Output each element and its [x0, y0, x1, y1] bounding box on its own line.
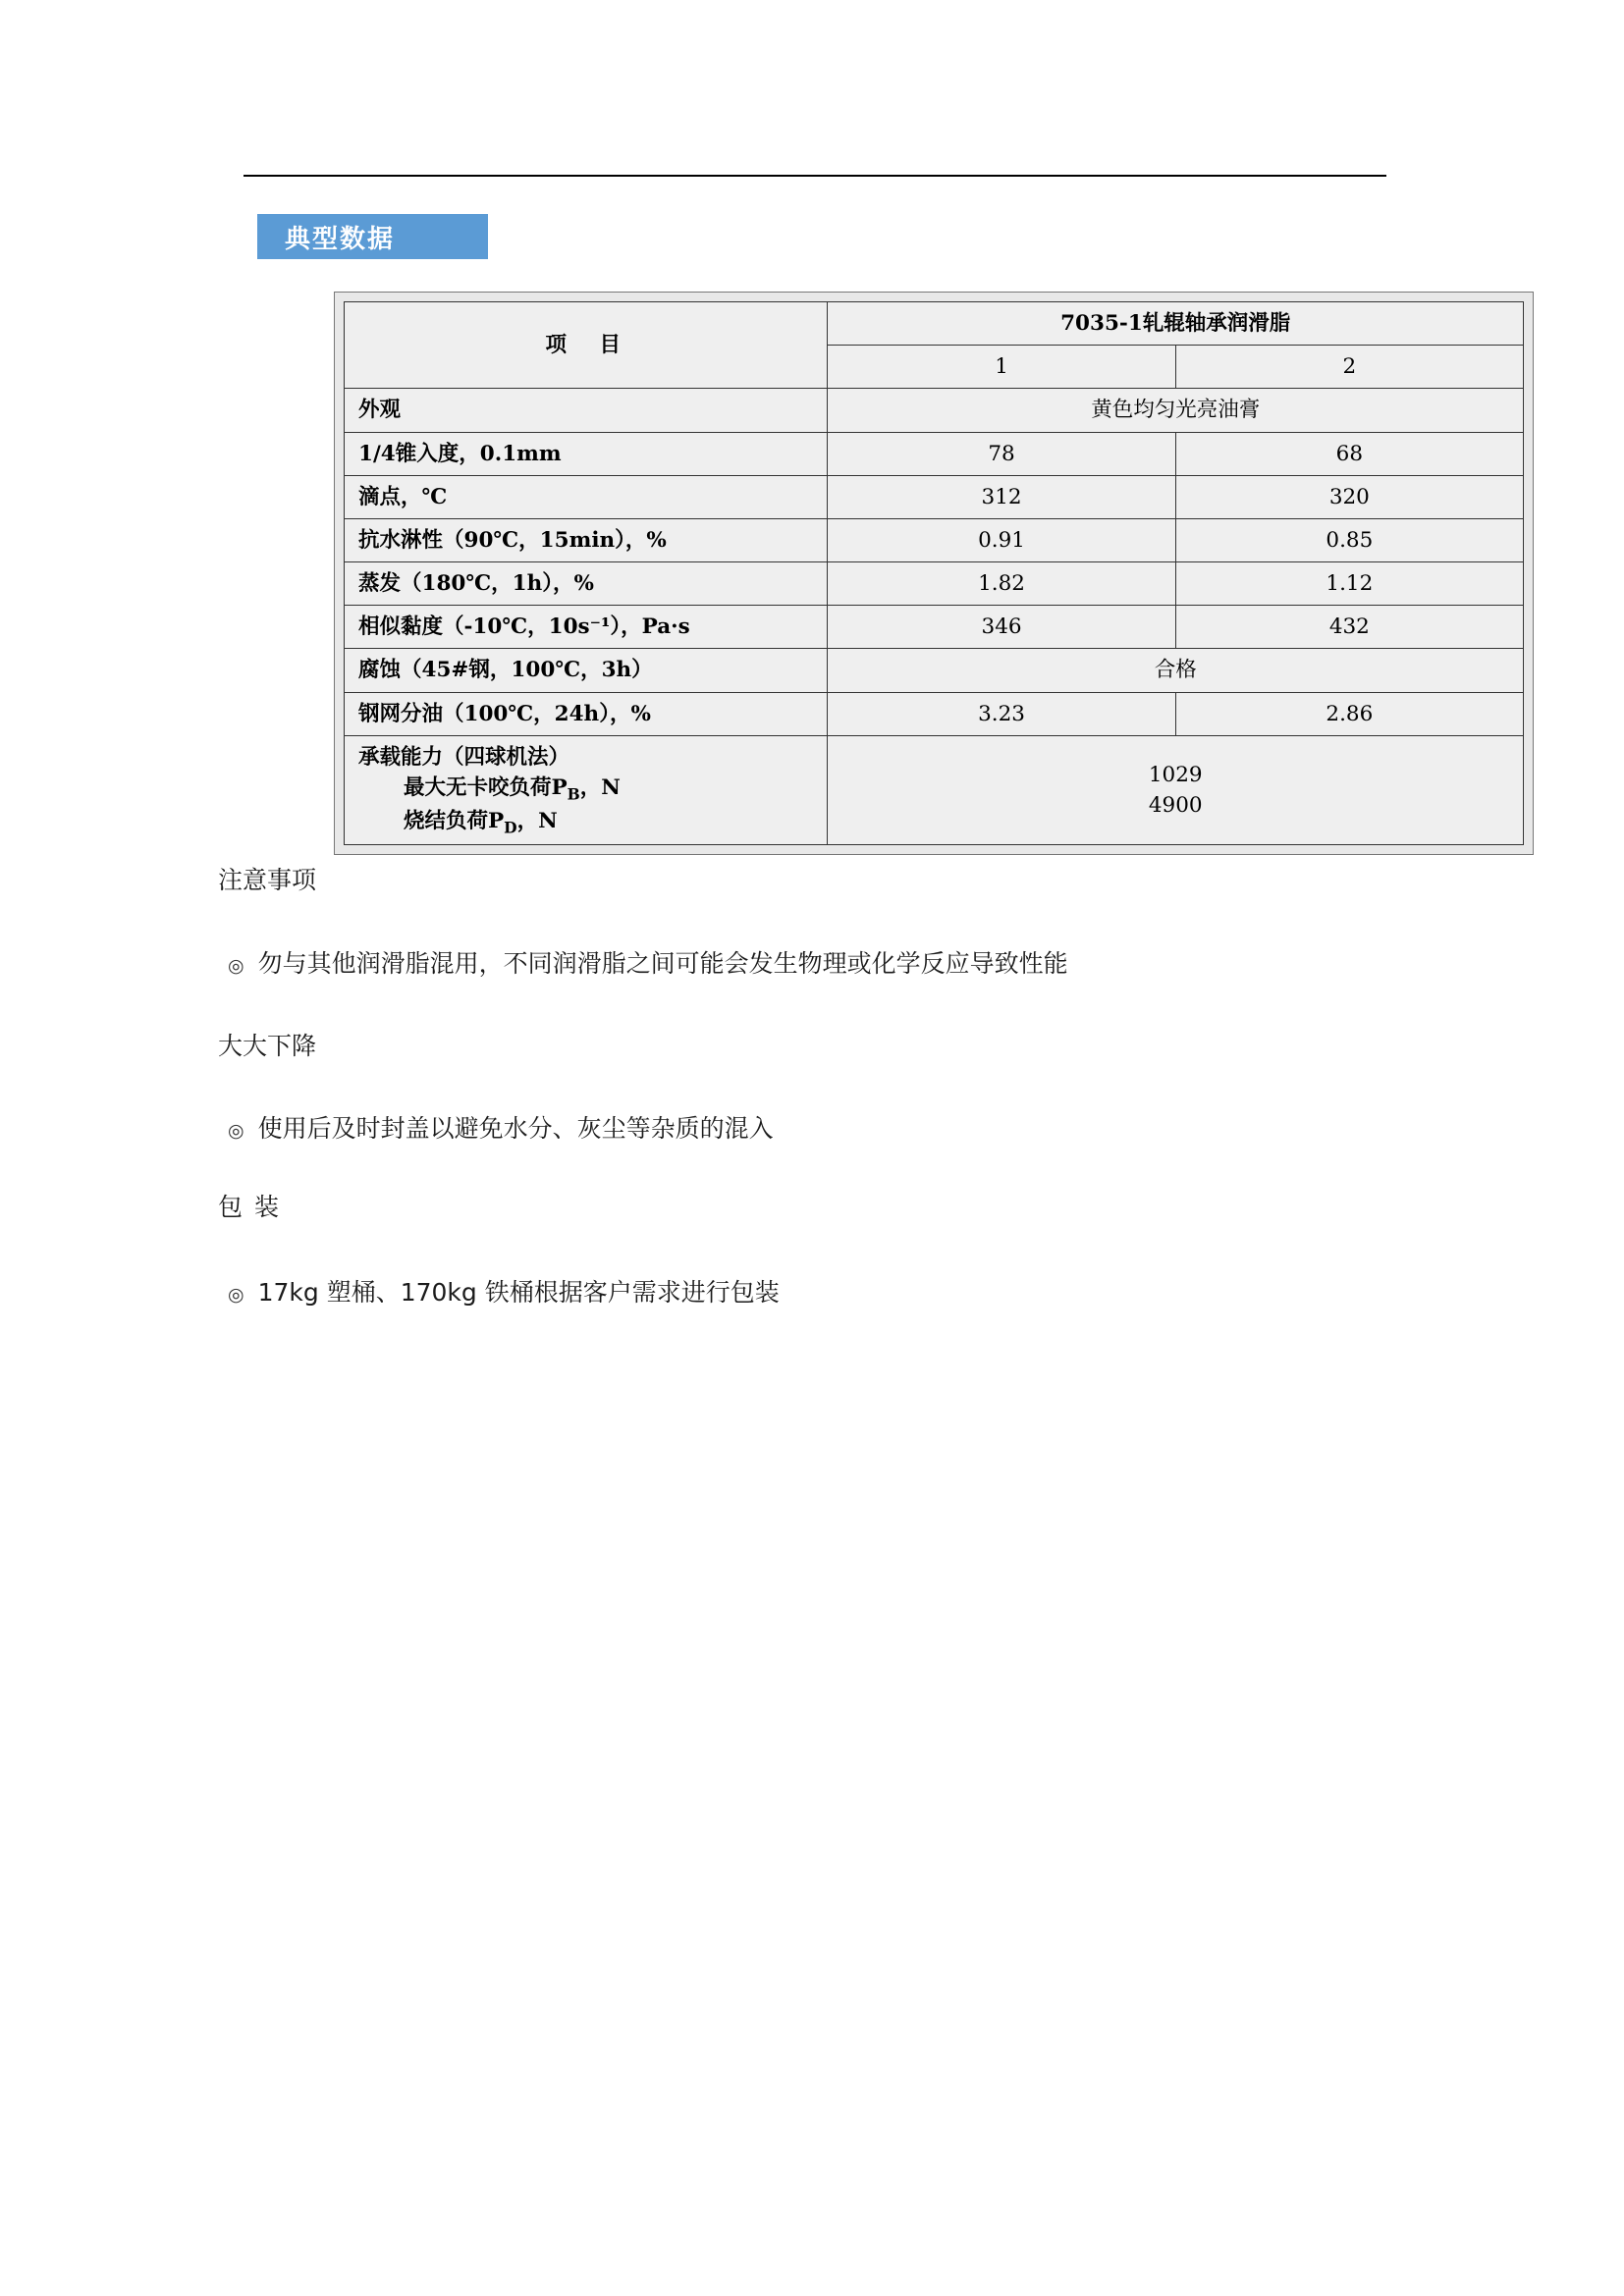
notice-item-2	[228, 1109, 774, 1145]
table-row	[345, 606, 1524, 649]
row-label: 腐蚀（45#钢，100℃，3h）	[345, 649, 828, 692]
row-value-2: 68	[1175, 432, 1523, 475]
load-capacity-sub2: 烧结负荷$P_D$，N	[404, 808, 558, 836]
row-value-2: 0.85	[1175, 518, 1523, 561]
row-value-2: 2.86	[1175, 692, 1523, 735]
row-value-1: 1.82	[828, 562, 1175, 606]
load-capacity-title: 承载能力（四球机法）	[358, 744, 570, 770]
typical-data-table-frame	[334, 292, 1534, 855]
bullet-icon: ◎	[228, 1284, 244, 1306]
load-capacity-values	[828, 735, 1524, 845]
subheader-cell-1: 1	[828, 346, 1175, 389]
row-label: 相似黏度（-10℃，10s⁻¹），Pa·s	[345, 606, 828, 649]
package-heading: 包 装	[218, 1193, 281, 1221]
row-label: 滴点，℃	[345, 475, 828, 518]
row-label: 钢网分油（100℃，24h），%	[345, 692, 828, 735]
notice-item-2-text: 使用后及时封盖以避免水分、灰尘等杂质的混入	[257, 1114, 774, 1143]
row-value-1: 78	[828, 432, 1175, 475]
table-row	[345, 475, 1524, 518]
subheader-cell-2: 2	[1175, 346, 1523, 389]
bullet-icon: ◎	[228, 955, 244, 977]
header-cell-item: 项 目	[345, 302, 828, 389]
notice-item-1	[228, 944, 1068, 980]
table-row	[345, 649, 1524, 692]
row-value-1: 0.91	[828, 518, 1175, 561]
row-label: 1/4锥入度，0.1mm	[345, 432, 828, 475]
row-value-1: 346	[828, 606, 1175, 649]
row-label: 抗水淋性（90℃，15min），%	[345, 518, 828, 561]
row-value-2: 320	[1175, 475, 1523, 518]
table-row	[345, 432, 1524, 475]
table-row	[345, 562, 1524, 606]
header-divider	[244, 175, 1386, 177]
table-row	[345, 389, 1524, 432]
bullet-icon: ◎	[228, 1120, 244, 1142]
table-row	[345, 518, 1524, 561]
row-label: 蒸发（180℃，1h），%	[345, 562, 828, 606]
table-row-load-capacity	[345, 735, 1524, 845]
typical-data-table	[344, 301, 1524, 845]
row-value-merged: 黄色均匀光亮油膏	[828, 389, 1524, 432]
row-value-merged: 合格	[828, 649, 1524, 692]
row-value-2: 432	[1175, 606, 1523, 649]
table-header-row	[345, 302, 1524, 346]
package-item-1-text: 17kg 塑桶、170kg 铁桶根据客户需求进行包装	[257, 1278, 780, 1307]
notice-item-1-text: 勿与其他润滑脂混用，不同润滑脂之间可能会发生物理或化学反应导致性能	[257, 949, 1068, 978]
load-capacity-labels	[345, 735, 828, 845]
table-row	[345, 692, 1524, 735]
header-cell-product: 7035-1轧辊轴承润滑脂	[828, 302, 1524, 346]
load-capacity-sub1: 最大无卡咬负荷$P_B$，N	[404, 774, 621, 804]
notice-continuation: 大大下降	[218, 1032, 317, 1060]
row-value-1: 3.23	[828, 692, 1175, 735]
row-value-1: 312	[828, 475, 1175, 518]
notice-heading: 注意事项	[218, 866, 317, 894]
row-label: 外观	[345, 389, 828, 432]
row-value-2: 1.12	[1175, 562, 1523, 606]
package-item-1	[228, 1273, 780, 1308]
load-capacity-value1: 1029	[1148, 762, 1203, 787]
section-tag-typical-data: 典型数据	[257, 214, 488, 259]
load-capacity-value2: 4900	[1148, 793, 1203, 819]
